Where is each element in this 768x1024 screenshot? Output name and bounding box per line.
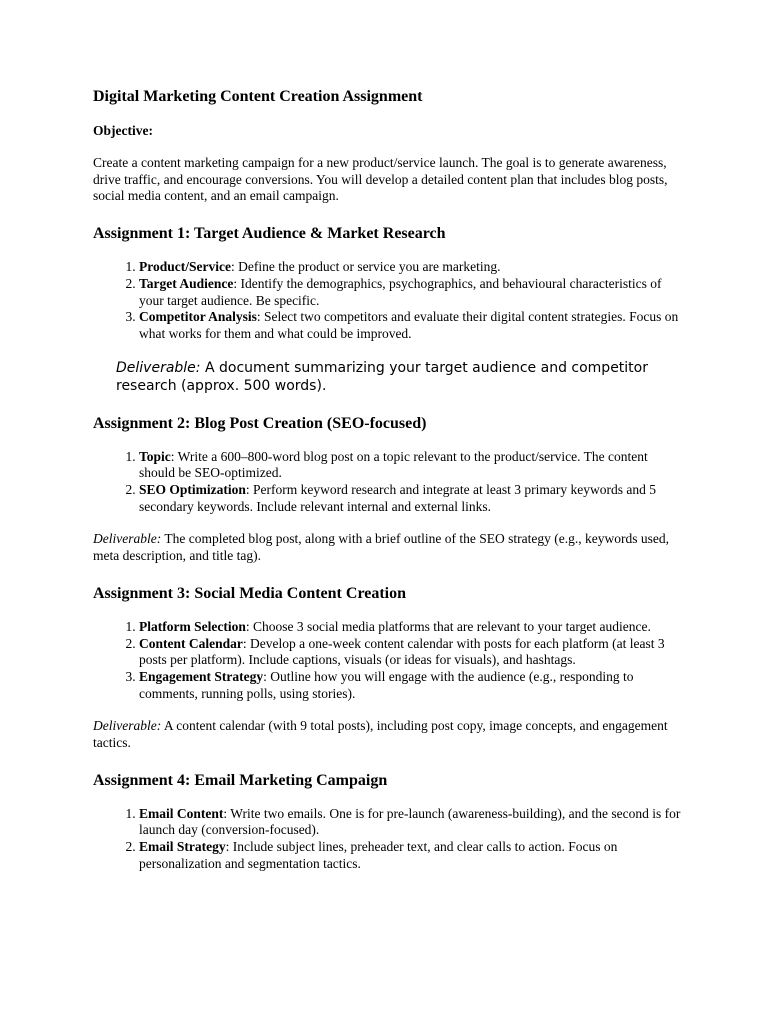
- item-term: Engagement Strategy: [139, 668, 264, 684]
- deliverable-1: [116, 359, 683, 395]
- item-text: : Define the product or service you are marketing.: [230, 259, 501, 275]
- deliverable-2: [93, 531, 683, 564]
- item-term: Content Calendar: [139, 635, 243, 651]
- list-item: [139, 636, 683, 669]
- list-item: [139, 669, 683, 702]
- item-term: Email Content: [139, 805, 224, 821]
- section-heading-1: Assignment 1: Target Audience & Market Research: [93, 225, 446, 243]
- list-item: [139, 839, 683, 872]
- list-item: [139, 449, 683, 482]
- item-term: Product/Service: [139, 259, 231, 275]
- list-item: [139, 309, 683, 342]
- item-term: Competitor Analysis: [139, 309, 257, 325]
- deliverable-text: A content calendar (with 9 total posts), including post copy, image concepts, and engagement tactics.: [93, 718, 668, 751]
- deliverable-label: Deliverable:: [93, 718, 162, 734]
- section-heading-2: Assignment 2: Blog Post Creation (SEO-focused): [93, 414, 427, 432]
- section-heading-4: Assignment 4: Email Marketing Campaign: [93, 771, 388, 789]
- document-page: [93, 86, 683, 889]
- item-text: : Choose 3 social media platforms that are relevant to your target audience.: [245, 618, 651, 634]
- deliverable-label: Deliverable:: [93, 531, 162, 547]
- item-text: : Select two competitors and evaluate their digital content strategies. Focus on what works for them and what could be improved.: [139, 309, 679, 341]
- section-2-list: [93, 449, 683, 516]
- section-3-list: [93, 619, 683, 703]
- item-text: : Include subject lines, preheader text, and clear calls to action. Focus on personalization and segmentation tactics.: [139, 839, 618, 871]
- item-text: : Write a 600–800-word blog post on a topic relevant to the product/service. The content should be SEO-optimized.: [139, 448, 648, 481]
- item-term: Target Audience: [139, 275, 234, 291]
- item-term: Topic: [139, 448, 171, 464]
- deliverable-text: A document summarizing your target audience and competitor research (approx. 500 words).: [116, 359, 648, 394]
- deliverable-text: The completed blog post, along with a brief outline of the SEO strategy (e.g., keywords used, meta description, and title tag).: [93, 531, 669, 564]
- document-title: Digital Marketing Content Creation Assignment: [93, 88, 423, 105]
- item-term: SEO Optimization: [139, 482, 246, 498]
- item-term: Platform Selection: [139, 618, 246, 634]
- list-item: [139, 619, 683, 636]
- list-item: [139, 276, 683, 309]
- deliverable-3: [93, 718, 683, 751]
- item-text: : Identify the demographics, psychographics, and behavioural characteristics of your target audience. Be specific.: [139, 275, 662, 308]
- item-text: : Develop a one-week content calendar with posts for each platform (at least 3 posts per platform). Include captions, visuals (or ideas for visuals), and hashtags.: [139, 635, 665, 668]
- item-text: : Outline how you will engage with the audience (e.g., responding to comments, running polls, using stories).: [139, 668, 634, 701]
- list-item: [139, 806, 683, 839]
- item-text: : Perform keyword research and integrate at least 3 primary keywords and 5 secondary keywords. Include relevant internal and external links.: [139, 482, 656, 514]
- list-item: [139, 259, 683, 276]
- deliverable-label: Deliverable:: [116, 359, 201, 376]
- objective-label: Objective:: [93, 123, 153, 138]
- list-item: [139, 482, 683, 515]
- item-text: : Write two emails. One is for pre-launch (awareness-building), and the second is for launch day (conversion-focused).: [139, 805, 681, 838]
- section-heading-3: Assignment 3: Social Media Content Creation: [93, 584, 407, 602]
- section-4-list: [93, 806, 683, 873]
- objective-text: Create a content marketing campaign for a new product/service launch. The goal is to generate awareness, drive traffic, and encourage conversions. You will develop a detailed content plan that includes blog posts, social media content, and an email campaign.: [93, 155, 668, 204]
- section-1-list: [93, 259, 683, 343]
- item-term: Email Strategy: [139, 839, 226, 855]
